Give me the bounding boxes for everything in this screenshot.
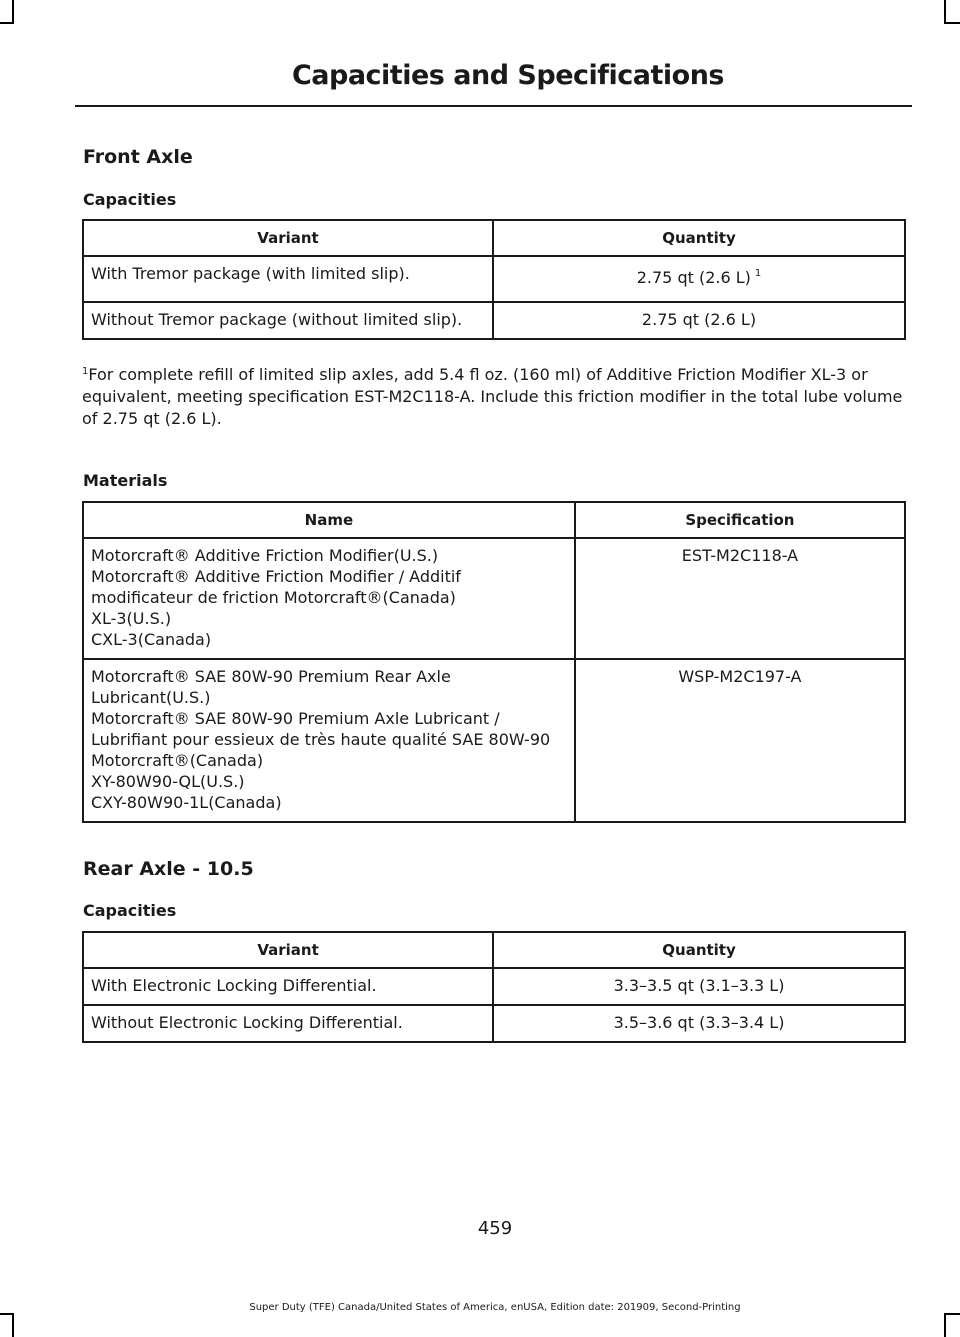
table-row bbox=[83, 968, 905, 1005]
crop-mark bbox=[944, 22, 960, 24]
table-row bbox=[83, 1005, 905, 1042]
material-name-line: Motorcraft® SAE 80W-90 Premium Axle Lubricant / Lubrifiant pour essieux de très haute qualité SAE 80W-90 Motorcraft®(Canada) bbox=[91, 709, 551, 770]
material-name-line: CXL-3(Canada) bbox=[91, 630, 212, 649]
specification-cell: WSP-M2C197-A bbox=[575, 659, 905, 822]
rear-axle-capacities-table bbox=[82, 931, 906, 1043]
crop-mark bbox=[944, 1313, 960, 1315]
material-name-line: XL-3(U.S.) bbox=[91, 609, 172, 628]
crop-mark bbox=[944, 0, 946, 24]
crop-mark bbox=[944, 1313, 946, 1337]
material-name-cell bbox=[83, 538, 575, 659]
front-axle-capacities-table bbox=[82, 219, 906, 340]
material-name-cell bbox=[83, 659, 575, 822]
footnote-mark: 1 bbox=[82, 366, 89, 377]
header-divider bbox=[75, 105, 912, 107]
table-row bbox=[83, 659, 905, 822]
front-axle-heading: Front Axle bbox=[83, 146, 193, 168]
column-header-name: Name bbox=[83, 502, 575, 538]
column-header-variant: Variant bbox=[83, 932, 493, 968]
footer-edition-text: Super Duty (TFE) Canada/United States of America, enUSA, Edition date: 201909, Second-Printing bbox=[249, 1302, 741, 1313]
specification-cell: EST-M2C118-A bbox=[575, 538, 905, 659]
variant-cell: With Electronic Locking Differential. bbox=[83, 968, 493, 1005]
rear-axle-capacities-heading: Capacities bbox=[83, 901, 177, 920]
variant-cell: Without Tremor package (without limited slip). bbox=[83, 302, 493, 339]
quantity-cell bbox=[493, 256, 905, 302]
crop-mark bbox=[12, 0, 14, 24]
column-header-variant: Variant bbox=[83, 220, 493, 256]
front-axle-capacities-heading: Capacities bbox=[83, 190, 177, 209]
table-row bbox=[83, 256, 905, 302]
quantity-cell: 3.3–3.5 qt (3.1–3.3 L) bbox=[493, 968, 905, 1005]
rear-axle-heading: Rear Axle - 10.5 bbox=[83, 858, 254, 880]
materials-table bbox=[82, 501, 906, 823]
crop-mark bbox=[0, 1313, 14, 1315]
variant-cell: With Tremor package (with limited slip). bbox=[83, 256, 493, 302]
table-header-row bbox=[83, 220, 905, 256]
quantity-cell: 2.75 qt (2.6 L) bbox=[493, 302, 905, 339]
table-row bbox=[83, 538, 905, 659]
quantity-cell: 3.5–3.6 qt (3.3–3.4 L) bbox=[493, 1005, 905, 1042]
footnote bbox=[82, 364, 908, 430]
footnote-text: For complete refill of limited slip axles, add 5.4 fl oz. (160 ml) of Additive Friction Modifier XL-3 or equivalent, meeting specification EST-M2C118-A. Include this friction modifier in the total lube volume of 2.75 qt (2.6 L). bbox=[82, 365, 903, 428]
material-name-line: XY-80W90-QL(U.S.) bbox=[91, 772, 245, 791]
variant-cell: Without Electronic Locking Differential. bbox=[83, 1005, 493, 1042]
materials-heading: Materials bbox=[83, 471, 168, 490]
page-header-title: Capacities and Specifications bbox=[291, 60, 724, 91]
crop-mark bbox=[0, 22, 14, 24]
quantity-value: 2.75 qt (2.6 L) bbox=[636, 268, 751, 287]
material-name-line: CXY-80W90-1L(Canada) bbox=[91, 793, 282, 812]
table-row bbox=[83, 302, 905, 339]
column-header-specification: Specification bbox=[575, 502, 905, 538]
column-header-quantity: Quantity bbox=[493, 932, 905, 968]
table-header-row bbox=[83, 932, 905, 968]
table-header-row bbox=[83, 502, 905, 538]
material-name-line: Motorcraft® Additive Friction Modifier / Additif modificateur de friction Motorcraft®(Canada) bbox=[91, 567, 461, 607]
material-name-line: Motorcraft® SAE 80W-90 Premium Rear Axle Lubricant(U.S.) bbox=[91, 667, 451, 707]
crop-mark bbox=[12, 1313, 14, 1337]
page-number: 459 bbox=[477, 1218, 513, 1239]
footnote-reference: 1 bbox=[754, 268, 762, 279]
column-header-quantity: Quantity bbox=[493, 220, 905, 256]
material-name-line: Motorcraft® Additive Friction Modifier(U.S.) bbox=[91, 546, 439, 565]
